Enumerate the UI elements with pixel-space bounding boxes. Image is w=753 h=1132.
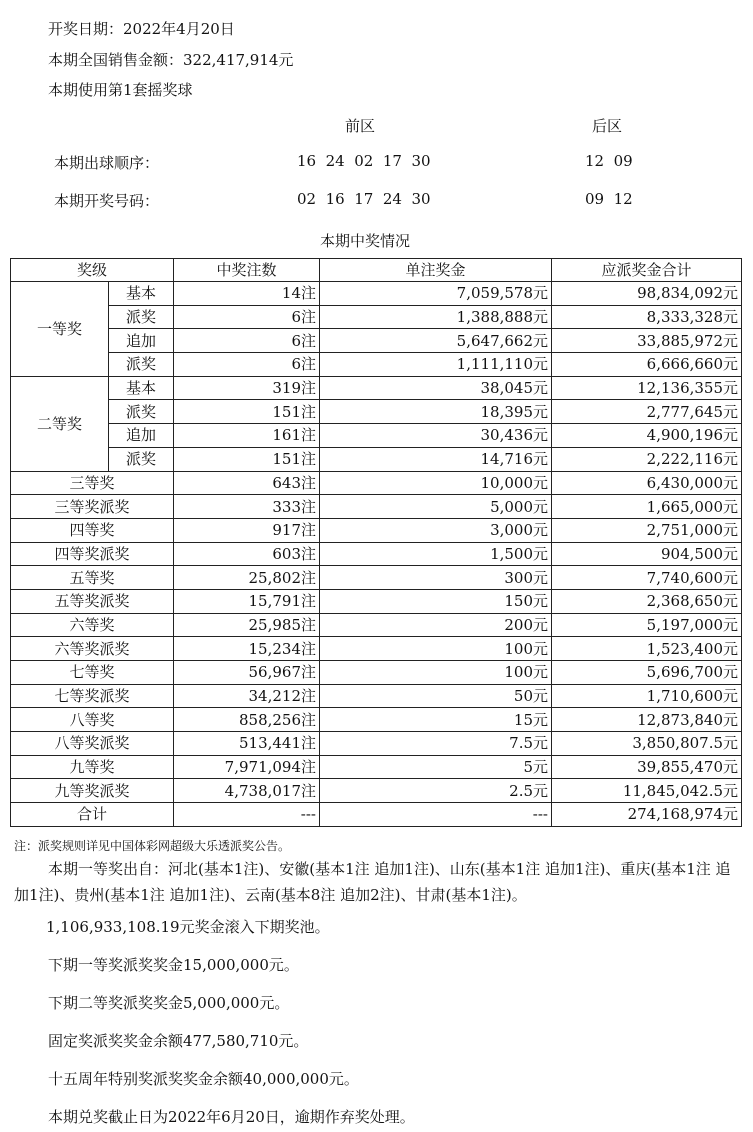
sub-level-cell: 派奖 [109,447,174,471]
table-row [11,566,742,590]
count-cell: 6注 [174,353,320,377]
sub-level-cell: 派奖 [109,305,174,329]
table-row [11,708,742,732]
prize-cell: 2.5元 [320,779,552,803]
total-cell: 8,333,328元 [552,305,742,329]
total-cell: 98,834,092元 [552,282,742,306]
table-row [11,755,742,779]
level-cell: 七等奖 [11,661,174,685]
sub-level-cell: 追加 [109,424,174,448]
prize-cell: 5,000元 [320,495,552,519]
table-row [11,376,742,400]
prize-cell: 50元 [320,684,552,708]
draw-date: 开奖日期：2022年4月20日 [48,20,235,38]
total-cell: 5,197,000元 [552,613,742,637]
count-cell: 15,234注 [174,637,320,661]
total-cell: 4,900,196元 [552,424,742,448]
count-cell: 603注 [174,542,320,566]
table-row [11,637,742,661]
prize-cell: 7,059,578元 [320,282,552,306]
total-cell: 33,885,972元 [552,329,742,353]
table-row [11,589,742,613]
prize-cell: 5,647,662元 [320,329,552,353]
front-zone-label: 前区 [345,117,376,135]
prize-cell: 3,000元 [320,518,552,542]
table-row [11,282,742,306]
level-cell: 六等奖派奖 [11,637,174,661]
prize-cell: 150元 [320,589,552,613]
count-cell: 6注 [174,329,320,353]
total-cell: 5,696,700元 [552,661,742,685]
count-cell: 858,256注 [174,708,320,732]
draw-result-label: 本期开奖号码： [54,192,160,210]
draw-result-front: 02 16 17 24 30 [297,190,431,208]
table-row [11,447,742,471]
table-row [11,329,742,353]
count-cell: 56,967注 [174,661,320,685]
table-title: 本期中奖情况 [320,232,411,250]
table-row [11,684,742,708]
total-cell: 3,850,807.5元 [552,732,742,756]
next-second-prize-bonus: 下期二等奖派奖奖金5,000,000元。 [48,994,290,1012]
total-sales: 本期全国销售金额：322,417,914元 [48,51,294,69]
table-row [11,661,742,685]
table-row [11,779,742,803]
total-cell: 39,855,470元 [552,755,742,779]
total-cell: 2,751,000元 [552,518,742,542]
sub-level-cell: 派奖 [109,353,174,377]
level-cell: 二等奖 [11,376,109,471]
level-cell: 三等奖派奖 [11,495,174,519]
anniversary-bonus-balance: 十五周年特别奖派奖奖金余额40,000,000元。 [48,1070,359,1088]
count-cell: --- [174,803,320,827]
table-row [11,353,742,377]
prize-cell: 1,500元 [320,542,552,566]
table-row [11,495,742,519]
count-cell: 917注 [174,518,320,542]
count-cell: 4,738,017注 [174,779,320,803]
total-cell: 2,368,650元 [552,589,742,613]
level-cell: 四等奖派奖 [11,542,174,566]
sub-level-cell: 基本 [109,376,174,400]
table-header-row [11,259,742,282]
total-cell: 12,136,355元 [552,376,742,400]
level-cell: 一等奖 [11,282,109,377]
table-total-row [11,803,742,827]
total-cell: 12,873,840元 [552,708,742,732]
prize-cell: 200元 [320,613,552,637]
claim-deadline: 本期兑奖截止日为2022年6月20日，逾期作弃奖处理。 [48,1108,415,1126]
total-cell: 274,168,974元 [552,803,742,827]
total-cell: 2,222,116元 [552,447,742,471]
level-cell: 八等奖 [11,708,174,732]
count-cell: 15,791注 [174,589,320,613]
count-cell: 513,441注 [174,732,320,756]
total-cell: 904,500元 [552,542,742,566]
back-zone-label: 后区 [592,117,623,135]
ball-set: 本期使用第1套摇奖球 [48,81,193,99]
total-cell: 11,845,042.5元 [552,779,742,803]
header-count: 中奖注数 [174,259,320,282]
table-note: 注：派奖规则详见中国体彩网超级大乐透派奖公告。 [14,839,291,853]
first-prize-winners: 本期一等奖出自：河北(基本1注)、安徽(基本1注 追加1注)、山东(基本1注 追加1注)、重庆(基本1注 追加1注)、贵州(基本1注 追加1注)、云南(基本8注 追加2注)、甘肃(基本1注)。 [14,860,731,904]
level-cell: 五等奖派奖 [11,589,174,613]
fixed-prize-balance: 固定奖派奖奖金余额477,580,710元。 [48,1032,309,1050]
table-row [11,732,742,756]
level-cell: 合计 [11,803,174,827]
header-level: 奖级 [11,259,174,282]
total-cell: 6,430,000元 [552,471,742,495]
count-cell: 151注 [174,447,320,471]
count-cell: 161注 [174,424,320,448]
table-row [11,518,742,542]
count-cell: 151注 [174,400,320,424]
total-cell: 6,666,660元 [552,353,742,377]
count-cell: 319注 [174,376,320,400]
total-cell: 7,740,600元 [552,566,742,590]
level-cell: 九等奖派奖 [11,779,174,803]
count-cell: 34,212注 [174,684,320,708]
prize-cell: 18,395元 [320,400,552,424]
draw-result-back: 09 12 [585,190,633,208]
sub-level-cell: 基本 [109,282,174,306]
prize-cell: 7.5元 [320,732,552,756]
sub-level-cell: 追加 [109,329,174,353]
draw-order-front: 16 24 02 17 30 [297,152,431,170]
next-first-prize-bonus: 下期一等奖派奖奖金15,000,000元。 [48,956,299,974]
table-row [11,424,742,448]
table-row [11,542,742,566]
prize-cell: 5元 [320,755,552,779]
draw-order-label: 本期出球顺序： [54,154,160,172]
table-row [11,613,742,637]
prize-cell: 1,111,110元 [320,353,552,377]
total-cell: 1,665,000元 [552,495,742,519]
prize-table [10,258,742,827]
level-cell: 五等奖 [11,566,174,590]
sub-level-cell: 派奖 [109,400,174,424]
prize-cell: --- [320,803,552,827]
header-prize: 单注奖金 [320,259,552,282]
header-total: 应派奖金合计 [552,259,742,282]
level-cell: 三等奖 [11,471,174,495]
total-cell: 1,710,600元 [552,684,742,708]
count-cell: 333注 [174,495,320,519]
prize-cell: 100元 [320,637,552,661]
prize-cell: 10,000元 [320,471,552,495]
count-cell: 643注 [174,471,320,495]
prize-cell: 300元 [320,566,552,590]
table-row [11,400,742,424]
draw-order-back: 12 09 [585,152,633,170]
prize-cell: 1,388,888元 [320,305,552,329]
table-row [11,305,742,329]
prize-cell: 38,045元 [320,376,552,400]
prize-cell: 15元 [320,708,552,732]
level-cell: 四等奖 [11,518,174,542]
count-cell: 14注 [174,282,320,306]
total-cell: 2,777,645元 [552,400,742,424]
count-cell: 7,971,094注 [174,755,320,779]
count-cell: 25,802注 [174,566,320,590]
count-cell: 6注 [174,305,320,329]
level-cell: 八等奖派奖 [11,732,174,756]
level-cell: 七等奖派奖 [11,684,174,708]
prize-cell: 14,716元 [320,447,552,471]
level-cell: 九等奖 [11,755,174,779]
total-cell: 1,523,400元 [552,637,742,661]
prize-cell: 30,436元 [320,424,552,448]
level-cell: 六等奖 [11,613,174,637]
prize-cell: 100元 [320,661,552,685]
table-row [11,471,742,495]
count-cell: 25,985注 [174,613,320,637]
rollover-amount: 1,106,933,108.19元奖金滚入下期奖池。 [46,918,330,936]
